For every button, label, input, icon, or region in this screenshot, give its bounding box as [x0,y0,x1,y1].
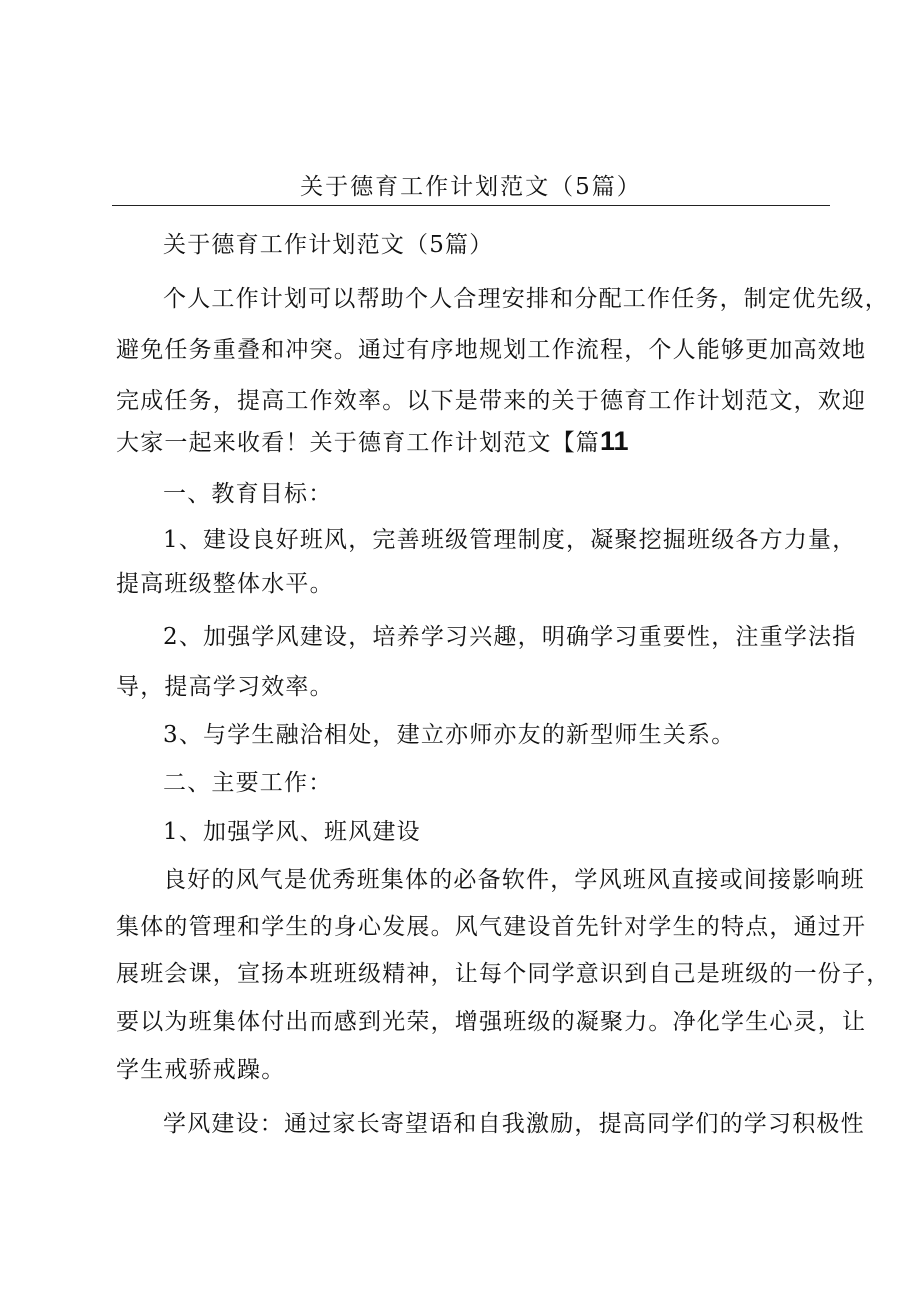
section1-heading: 一、教育目标： [163,481,333,507]
intro-line-1: 个人工作计划可以帮助个人合理安排和分配工作任务，制定优先级， [163,286,889,312]
intro-line-3: 完成任务，提高工作效率。以下是带来的关于德育工作计划范文，欢迎 [116,388,867,414]
goal2-line-1: 2、加强学风建设，培养学习兴趣，明确学习重要性，注重学法指 [163,624,857,650]
work1-body-line-5: 学生戒骄戒躁。 [116,1057,286,1083]
header-rule [112,205,830,206]
work1-body-line-1: 良好的风气是优秀班集体的必备软件，学风班风直接或间接影响班 [163,867,865,893]
goal2-line-2: 导，提高学习效率。 [116,674,334,700]
intro-line-4 [116,425,629,459]
intro-bold-mark: 11 [600,426,629,456]
work1-body-line-4: 要以为班集体付出而感到光荣，增强班级的凝聚力。净化学生心灵，让 [116,1009,867,1035]
intro-line-2: 避免任务重叠和冲突。通过有序地规划工作流程，个人能够更加高效地 [116,337,867,363]
intro-line-4-text: 大家一起来收看！关于德育工作计划范文【篇 [116,430,600,456]
goal1-line-1: 1、建设良好班风，完善班级管理制度，凝聚挖掘班级各方力量， [163,527,857,553]
page-header-title: 关于德育工作计划范文（5篇） [300,174,642,200]
study-style-line: 学风建设：通过家长寄望语和自我激励，提高同学们的学习积极性 [163,1111,865,1137]
work1-heading: 1、加强学风、班风建设 [163,819,421,845]
work1-body-line-2: 集体的管理和学生的身心发展。风气建设首先针对学生的特点，通过开 [116,914,867,940]
goal1-line-2: 提高班级整体水平。 [116,571,334,597]
work1-body-line-3: 展班会课，宣扬本班班级精神，让每个同学意识到自己是班级的一份子， [116,961,891,987]
section2-heading: 二、主要工作： [163,770,333,796]
document-title-line: 关于德育工作计划范文（5篇） [163,232,494,258]
goal3-line: 3、与学生融洽相处，建立亦师亦友的新型师生关系。 [163,722,736,748]
